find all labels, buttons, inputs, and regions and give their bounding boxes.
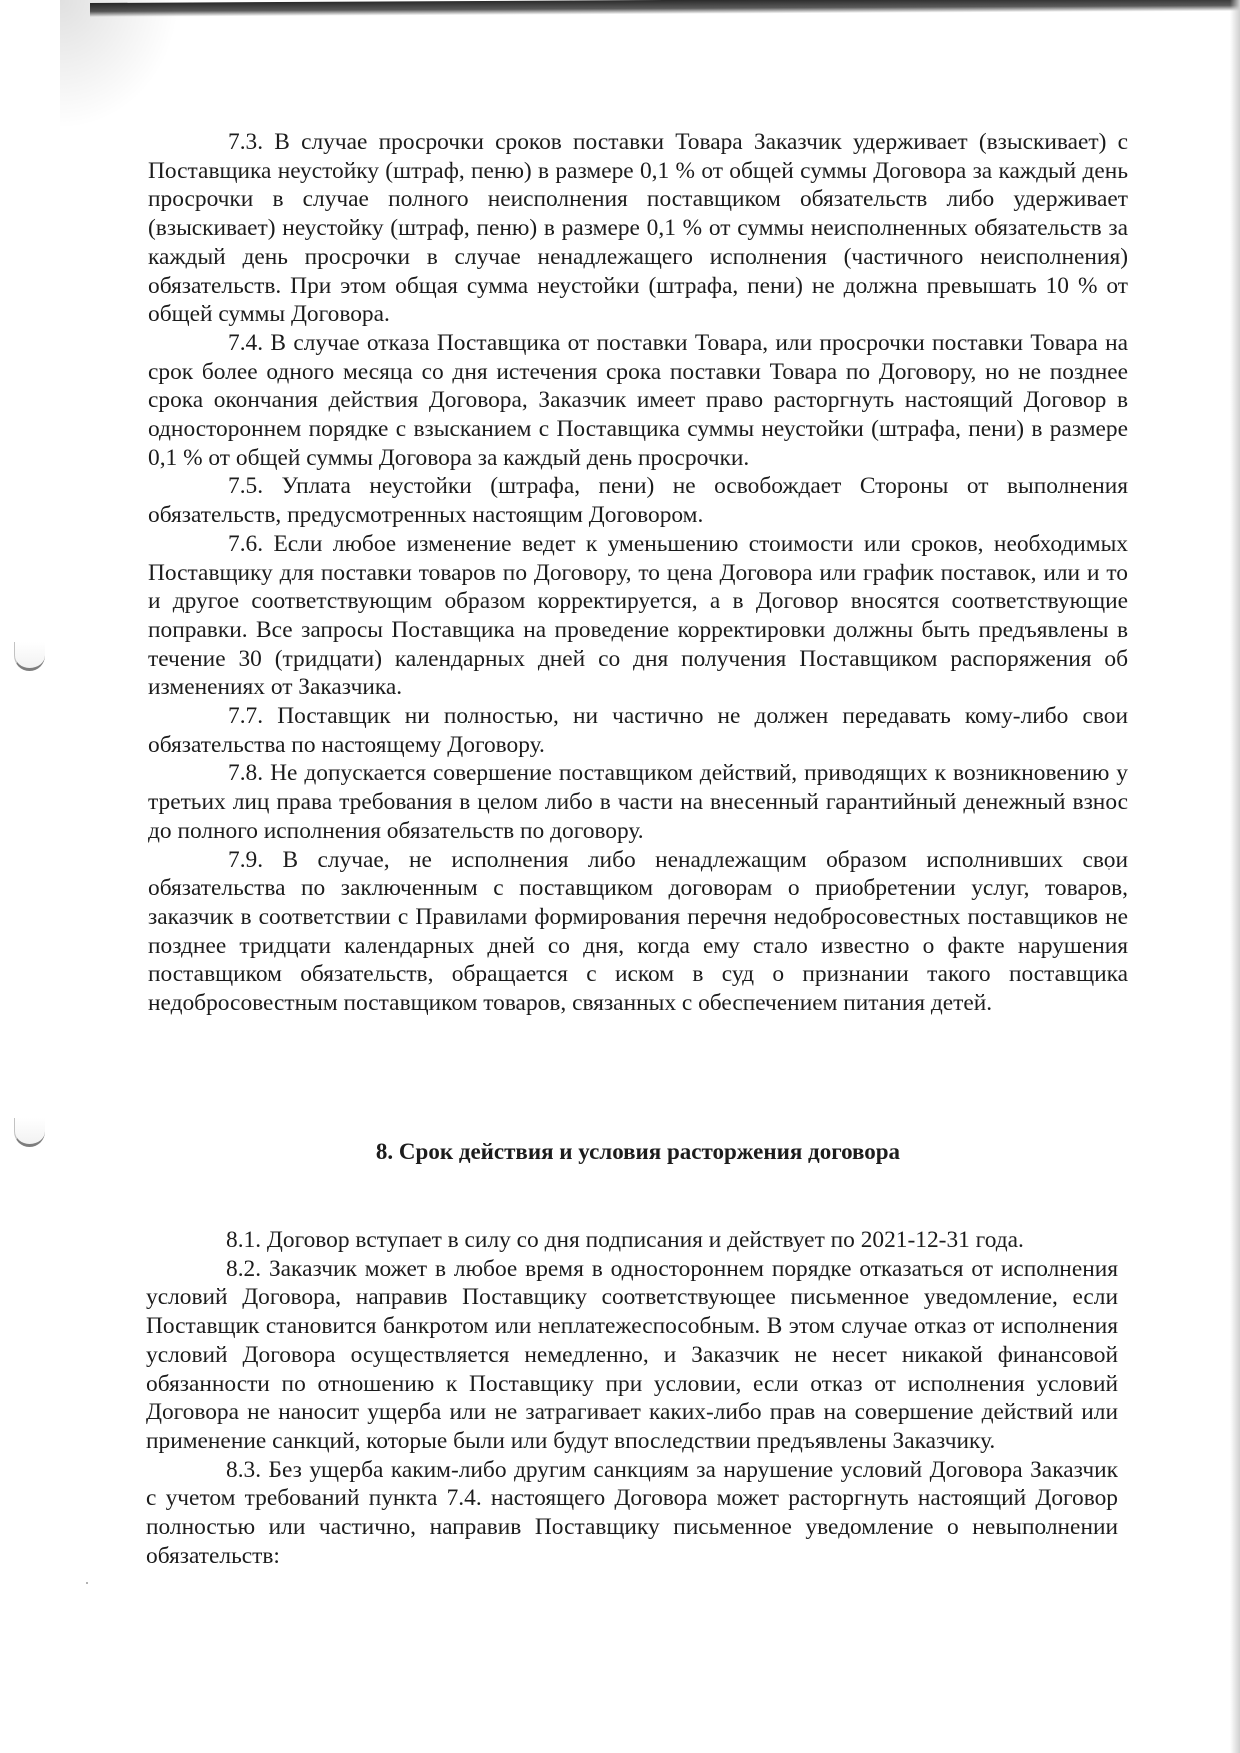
punch-hole-lower [14, 1118, 45, 1147]
clause-7-6: 7.6. Если любое изменение ведет к уменьшению стоимости или сроков, необходимых Поставщику для поставки товаров по Договору, то цена Договора или график поставок, или и то и другое соответствующим образом корректируется, а в Договор вносятся соответствующие поправки. Все запросы Поставщика на проведение корректировки должны быть предъявлены в течение 30 (тридцати) календарных дней со дня получения Поставщиком распоряжения об изменениях от Заказчика. [148, 530, 1128, 701]
scan-right-edge [1230, 0, 1240, 1753]
clause-8-1: 8.1. Договор вступает в силу со дня подписания и действует по 2021-12-31 года. [226, 1227, 1024, 1253]
section-8-body [146, 1226, 1118, 1570]
section-7-body [148, 128, 1128, 1018]
clause-7-9: 7.9. В случае, не исполнения либо ненадлежащим образом исполнивших свои обязательства по заключенным с поставщиком договорам о приобретении услуг, товаров, заказчик в соответствии с Правилами формирования перечня недобросовестных поставщиков не позднее тридцати календарных дней со дня, когда ему стало известно о факте нарушения поставщиком обязательств, обращается с иском в суд о признании такого поставщика недобросовестным поставщиком товаров, связанных с обеспечением питания детей. [148, 846, 1128, 1017]
clause-7-5: 7.5. Уплата неустойки (штрафа, пени) не освобождает Стороны от выполнения обязательств, предусмотренных настоящим Договором. [148, 473, 1128, 529]
section-8-heading: 8. Срок действия и условия расторжения договора [375, 1139, 901, 1164]
scan-speck [86, 1582, 88, 1584]
clause-8-2: 8.2. Заказчик может в любое время в одностороннем порядке отказаться от исполнения условий Договора, направив Поставщику соответствующее письменное уведомление, если Поставщик становится банкротом или неплатежеспособным. В этом случае отказ от исполнения условий Договора осуществляется немедленно, и Заказчик не несет никакой финансовой обязанности по отношению к Поставщику при условии, если отказ от исполнения условий Договора не наносит ущерба или не затрагивает каких-либо прав на совершение действий или применение санкций, которые были или будут впоследствии предъявлены Заказчику. [146, 1255, 1118, 1454]
scan-corner-shadow [60, 0, 180, 130]
punch-hole-upper [14, 642, 45, 671]
clause-7-4: 7.4. В случае отказа Поставщика от поставки Товара, или просрочки поставки Товара на срок более одного месяца со дня истечения срока поставки Товара по Договору, но не позднее срока окончания действия Договора, Заказчик имеет право расторгнуть настоящий Договор в одностороннем порядке с взысканием с Поставщика суммы неустойки (штрафа, пени) в размере 0,1 % от общей суммы Договора за каждый день просрочки. [148, 329, 1128, 471]
clause-8-3: 8.3. Без ущерба каким-либо другим санкциям за нарушение условий Договора Заказчик с учетом требований пункта 7.4. настоящего Договора может расторгнуть настоящий Договор полностью или частично, направив Поставщику письменное уведомление о невыполнении обязательств: [146, 1456, 1118, 1569]
clause-7-3: 7.3. В случае просрочки сроков поставки Товара Заказчик удерживает (взыскивает) с Поставщика неустойку (штраф, пеню) в размере 0,1 % от общей суммы Договора за каждый день просрочки в случае полного неисполнения поставщиком обязательств либо удерживает (взыскивает) неустойку (штраф, пеню) в размере 0,1 % от суммы неисполненных обязательств за каждый день просрочки в случае ненадлежащего исполнения (частичного неисполнения) обязательств. При этом общая сумма неустойки (штрафа, пени) не должна превышать 10 % от общей суммы Договора. [148, 129, 1128, 328]
clause-7-8: 7.8. Не допускается совершение поставщиком действий, приводящих к возникновению у третьих лиц права требования в целом либо в части на внесенный гарантийный денежный взнос до полного исполнения обязательств по договору. [148, 760, 1128, 844]
clause-7-7: 7.7. Поставщик ни полностью, ни частично не должен передавать кому-либо свои обязательства по настоящему Договору. [148, 703, 1128, 758]
scan-top-edge [90, 0, 1240, 17]
